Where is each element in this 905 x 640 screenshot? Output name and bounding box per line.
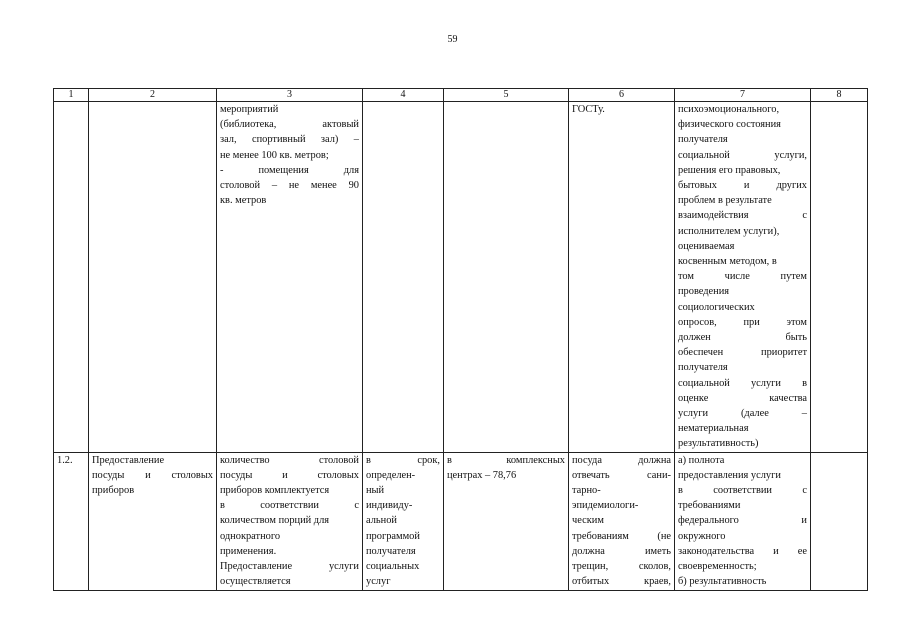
cell-text-line: в соответствии с [220, 500, 359, 512]
cell-text-line: отбитых краев, [572, 576, 671, 588]
page-number: 59 [447, 34, 458, 45]
services-table [53, 88, 868, 591]
cell-text-line: столовой – не менее 90 [220, 180, 359, 192]
cell-text-line: эпидемиологи- [572, 500, 639, 512]
cell-text-line: в комплексных [447, 454, 565, 466]
cell-text-line: результативность) [678, 438, 759, 450]
cell-deadline [363, 102, 444, 453]
cell-text-line: кв. метров [220, 195, 267, 207]
cell-text-line: ГОСТу. [572, 104, 605, 115]
cell-text-line: не менее 100 кв. метров; [220, 149, 329, 161]
cell-text-line: приборов комплектуется [220, 485, 330, 497]
cell-text-line: проблем в результате [678, 195, 772, 207]
cell-text-line: социологических [678, 301, 755, 313]
cell-service-name [89, 102, 217, 453]
cell-tariff [444, 452, 569, 590]
cell-text-line: опросов, при этом [678, 316, 807, 328]
table-row-1-2 [54, 452, 868, 590]
cell-text-line: бытовых и других [678, 180, 807, 192]
cell-text-line: взаимодействия с [678, 210, 807, 222]
cell-text-line: (библиотека, актовый [220, 119, 359, 131]
cell-text-line: обеспечен приоритет [678, 347, 807, 359]
cell-quality-indicators [569, 452, 675, 590]
cell-text-line: оцениваемая [678, 240, 735, 252]
cell-tariff [444, 102, 569, 453]
cell-standard [217, 102, 363, 453]
cell-text-line: осуществляется [220, 576, 291, 588]
cell-text-line: альной [366, 515, 397, 527]
cell-number: 1.2. [54, 452, 89, 590]
column-number-header-row [54, 89, 868, 102]
cell-text-line: оценке качества [678, 392, 807, 404]
cell-text-line: программой [366, 530, 420, 542]
header-cell: 6 [569, 89, 675, 102]
cell-text-line: получателя [678, 134, 728, 146]
cell-text-line: посуды и столовых [220, 469, 359, 481]
cell-text-line: трещин, сколов, [572, 561, 671, 573]
cell-text-line: социальной услуги в [678, 377, 807, 389]
cell-text-line: получателя [366, 545, 416, 557]
header-cell: 1 [54, 89, 89, 102]
cell-text-line: окружного [678, 530, 726, 542]
cell-text-line: предоставления услуги [678, 469, 781, 481]
cell-text-line: своевременность; [678, 561, 757, 573]
cell-text-line: требованиями [678, 500, 741, 512]
cell-deadline [363, 452, 444, 590]
table-row-continued [54, 102, 868, 453]
cell-text-line: ный [366, 485, 385, 497]
cell-text-line: социальных [366, 561, 420, 573]
header-cell: 5 [444, 89, 569, 102]
cell-text-line: решения его правовых, [678, 164, 781, 176]
cell-text-line: косвенным методом, в [678, 256, 777, 268]
cell-text-line: посуда должна [572, 454, 671, 466]
cell-text-line: в соответствии с [678, 485, 807, 497]
cell-text-line: федерального и [678, 515, 807, 527]
cell-text-line: нематериальная [678, 423, 749, 435]
cell-text-line: применения. [220, 545, 277, 557]
cell-text-line: физического состояния [678, 119, 781, 131]
cell-evaluation-conditions [675, 452, 811, 590]
cell-text-line: психоэмоционального, [678, 104, 780, 115]
cell-text-line: а) полнота [678, 454, 725, 466]
cell-text-line: социальной услуги, [678, 149, 807, 161]
cell-text-line: должен быть [678, 332, 807, 344]
cell-evaluation-conditions [675, 102, 811, 453]
cell-text-line: Предоставление [92, 454, 165, 466]
cell-text-line: отвечать сани- [572, 469, 671, 481]
header-cell: 3 [217, 89, 363, 102]
cell-text-line: б) результативность [678, 576, 767, 588]
cell-text-line: законодательства и ее [678, 545, 807, 557]
cell-text-line: количеством порций для [220, 515, 330, 527]
cell-notes [811, 102, 868, 453]
cell-notes [811, 452, 868, 590]
cell-text-line: определен- [366, 469, 416, 481]
cell-standard [217, 452, 363, 590]
cell-service-name [89, 452, 217, 590]
header-cell: 2 [89, 89, 217, 102]
header-cell: 8 [811, 89, 868, 102]
cell-text-line: должна иметь [572, 545, 671, 557]
cell-text-line: услуги (далее – [678, 408, 807, 420]
cell-text-line: ческим [572, 515, 604, 527]
cell-text-line: зал, спортивный зал) – [220, 134, 359, 146]
header-cell: 4 [363, 89, 444, 102]
cell-quality-indicators [569, 102, 675, 453]
header-cell: 7 [675, 89, 811, 102]
cell-text-line: проведения [678, 286, 730, 298]
cell-text-line: - помещения для [220, 164, 359, 176]
cell-text-line: центрах – 78,76 [447, 469, 517, 481]
cell-text-line: получателя [678, 362, 728, 374]
cell-text-line: исполнителем услуги), [678, 225, 780, 237]
cell-text-line: требованиям (не [572, 530, 671, 542]
cell-text-line: тарно- [572, 485, 601, 497]
cell-text-line: услуг [366, 576, 391, 588]
cell-text-line: том числе путем [678, 271, 807, 283]
cell-text-line: Предоставление услуги [220, 561, 359, 573]
cell-text-line: индивиду- [366, 500, 413, 512]
cell-text-line: мероприятий [220, 104, 279, 115]
cell-text-line: в срок, [366, 454, 440, 466]
cell-text-line: количество столовой [220, 454, 359, 466]
cell-text-line: приборов [92, 485, 135, 497]
cell-text-line: посуды и столовых [92, 469, 213, 481]
cell-number [54, 102, 89, 453]
cell-text-line: однократного [220, 530, 281, 542]
